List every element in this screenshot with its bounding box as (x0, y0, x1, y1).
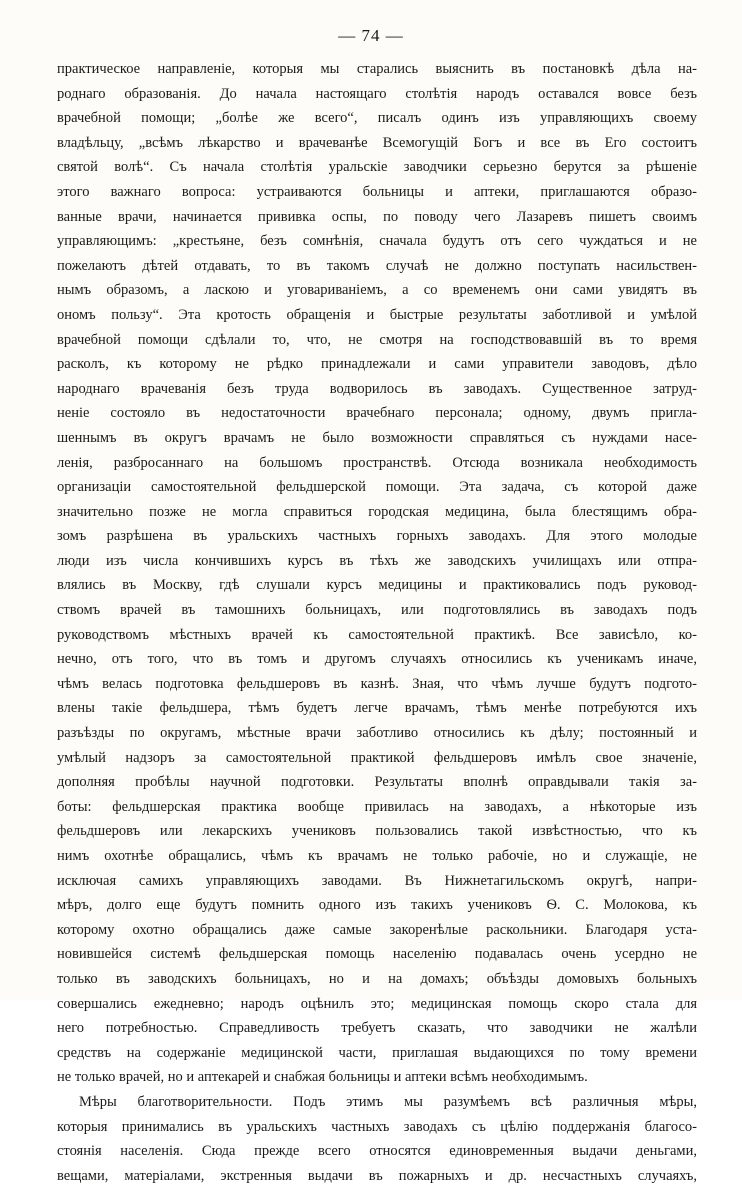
text-line: исключая самихъ управляющихъ заводами. Въ Нижнетагильскомъ округѣ, напри- (57, 872, 697, 889)
text-line: ствомъ врачей въ тамошнихъ больницахъ, или подготовлялись въ заводахъ подъ (57, 602, 697, 619)
text-line: него потребностью. Справедливость требуетъ сказать, что заводчики не жалѣли (57, 1020, 697, 1037)
text-line: руководствомъ мѣстныхъ врачей къ самостоятельной практикѣ. Все зависѣло, ко- (57, 626, 697, 643)
text-line: нымъ образомъ, а ласкою и уговариваніемъ, а со временемъ они сами увидятъ въ (57, 282, 697, 299)
text-line: пожелаютъ дѣтей отдавать, то въ такомъ случаѣ не должно поступать насильствен- (57, 257, 697, 274)
text-line: врачебной помощи сдѣлали то, что, не смотря на господствовавшій въ то время (57, 331, 697, 348)
text-line: дополняя пробѣлы научной подготовки. Результаты вполнѣ оправдывали такія за- (57, 774, 697, 791)
text-line: народнаго врачеванія безъ труда водворилось въ заводахъ. Существенное затруд- (57, 380, 697, 397)
text-line: роднаго образованія. До начала настоящаго столѣтія народъ оставался вовсе безъ (57, 85, 697, 102)
page-number: — 74 — (338, 26, 404, 45)
text-line: владѣльцу, „всѣмъ лѣкарство и врачеванѣе Всемогущій Богъ и все въ Его состоитъ (57, 134, 697, 151)
text-line: ленія, разбросаннаго на большомъ пространствѣ. Отсюда возникала необходимость (57, 454, 697, 471)
text-line: нечно, отъ того, что въ томъ и другомъ случаяхъ относились къ ученикамъ иначе, (57, 651, 697, 668)
text-line: управляющимъ: „крестьяне, безъ сомнѣнія, сначала будутъ отъ сего чуждаться и не (57, 233, 697, 250)
text-line: организаціи самостоятельной фельдшерской помощи. Эта задача, съ которой даже (57, 479, 697, 496)
text-line: значительно позже не могла справиться городская медицина, была блестящимъ обра- (57, 503, 697, 520)
text-line: влялись въ Москву, гдѣ слушали курсъ медицины и практиковались подъ руковод- (57, 577, 697, 594)
text-line: влены такіе фельдшера, тѣмъ будетъ легче врачамъ, тѣмъ менѣе потребуются ихъ (57, 700, 697, 717)
text-line: которому охотно обращались даже самые закоренѣлые раскольники. Благодаря уста- (57, 921, 697, 938)
text-line: шеннымъ въ округъ врачамъ не было возможности справляться съ нуждами насе- (57, 429, 697, 446)
text-line: которыя принимались въ уральскихъ частныхъ заводахъ съ цѣлію поддержанія благосо- (57, 1118, 697, 1135)
text-line: святой волѣ“. Съ начала столѣтія уральскіе заводчики серьезно берутся за рѣшеніе (57, 159, 697, 176)
text-line: расколъ, къ которому не рѣдко принадлежали и сами управители заводовъ, дѣло (57, 356, 697, 373)
text-line: средствъ на содержаніе медицинской части, приглашая выдающихся по тому времени (57, 1044, 697, 1061)
text-line: практическое направленіе, которыя мы старались выяснить въ постановкѣ дѣла на- (57, 61, 697, 77)
text-line: нимъ охотнѣе обращались, чѣмъ къ врачамъ не только рабочіе, но и служащіе, не (57, 848, 697, 864)
text-line: вещами, матеріалами, экстренныя выдачи въ пожарныхъ и др. несчастныхъ случаяхъ, (57, 1167, 697, 1184)
text-line: мѣръ, долго еще будутъ помнить одного изъ такихъ учениковъ Ѳ. С. Молокова, къ (57, 897, 697, 914)
text-line: чѣмъ велась подготовка фельдшеровъ въ казнѣ. Зная, что чѣмъ лучше будутъ подгото- (57, 675, 697, 692)
text-line: зомъ разрѣшена въ уральскихъ частныхъ горныхъ заводахъ. Для этого молодые (57, 528, 697, 545)
text-line: совершались ежедневно; народъ оцѣнилъ это; медицинская помощь скоро стала для (57, 995, 697, 1012)
text-line: не только врачей, но и аптекарей и снабжая больницы и аптеки всѣмъ необходимымъ. (57, 1069, 588, 1086)
text-line: ономъ пользу“. Эта кротость обращенія и быстрые результаты заботливой и умѣлой (57, 306, 697, 323)
text-line: разъѣзды по округамъ, мѣстные врачи заботливо относились къ дѣлу; постоянный и (57, 725, 697, 742)
text-line: умѣлый надзоръ за самостоятельной практикой фельдшеровъ имѣлъ свое значеніе, (57, 749, 697, 766)
text-line: новившейся системѣ фельдшерская помощь населенію подавалась очень усердно не (57, 946, 697, 963)
text-line: ванные врачи, начинается прививка оспы, по поводу чего Лазаревъ пишетъ своимъ (57, 208, 697, 225)
text-line: Мѣры благотворительности. Подъ этимъ мы разумѣемъ всѣ различныя мѣры, (79, 1093, 697, 1110)
text-line: этого важнаго вопроса: устраиваются больницы и аптеки, приглашаются образо- (57, 183, 697, 200)
text-line: неніе состояло въ недостаточности врачебнаго персонала; одному, двумъ пригла- (57, 405, 697, 422)
body-text (57, 57, 697, 1188)
text-line: фельдшеровъ или лекарскихъ учениковъ пользовались такой извѣстностью, что къ (57, 823, 697, 840)
text-line: люди изъ числа кончившихъ курсъ въ тѣхъ же заводскихъ училищахъ или отпра- (57, 552, 697, 569)
text-line: только въ заводскихъ больницахъ, но и на домахъ; объѣзды домовыхъ больныхъ (57, 970, 697, 987)
text-line: врачебной помощи; „болѣе же всего“, писалъ одинъ изъ управляющихъ своему (57, 110, 697, 127)
text-line: стоянія населенія. Сюда прежде всего относятся единовременныя выдачи деньгами, (57, 1143, 697, 1160)
text-line: боты: фельдшерская практика вообще привилась на заводахъ, а нѣкоторые изъ (57, 798, 697, 815)
